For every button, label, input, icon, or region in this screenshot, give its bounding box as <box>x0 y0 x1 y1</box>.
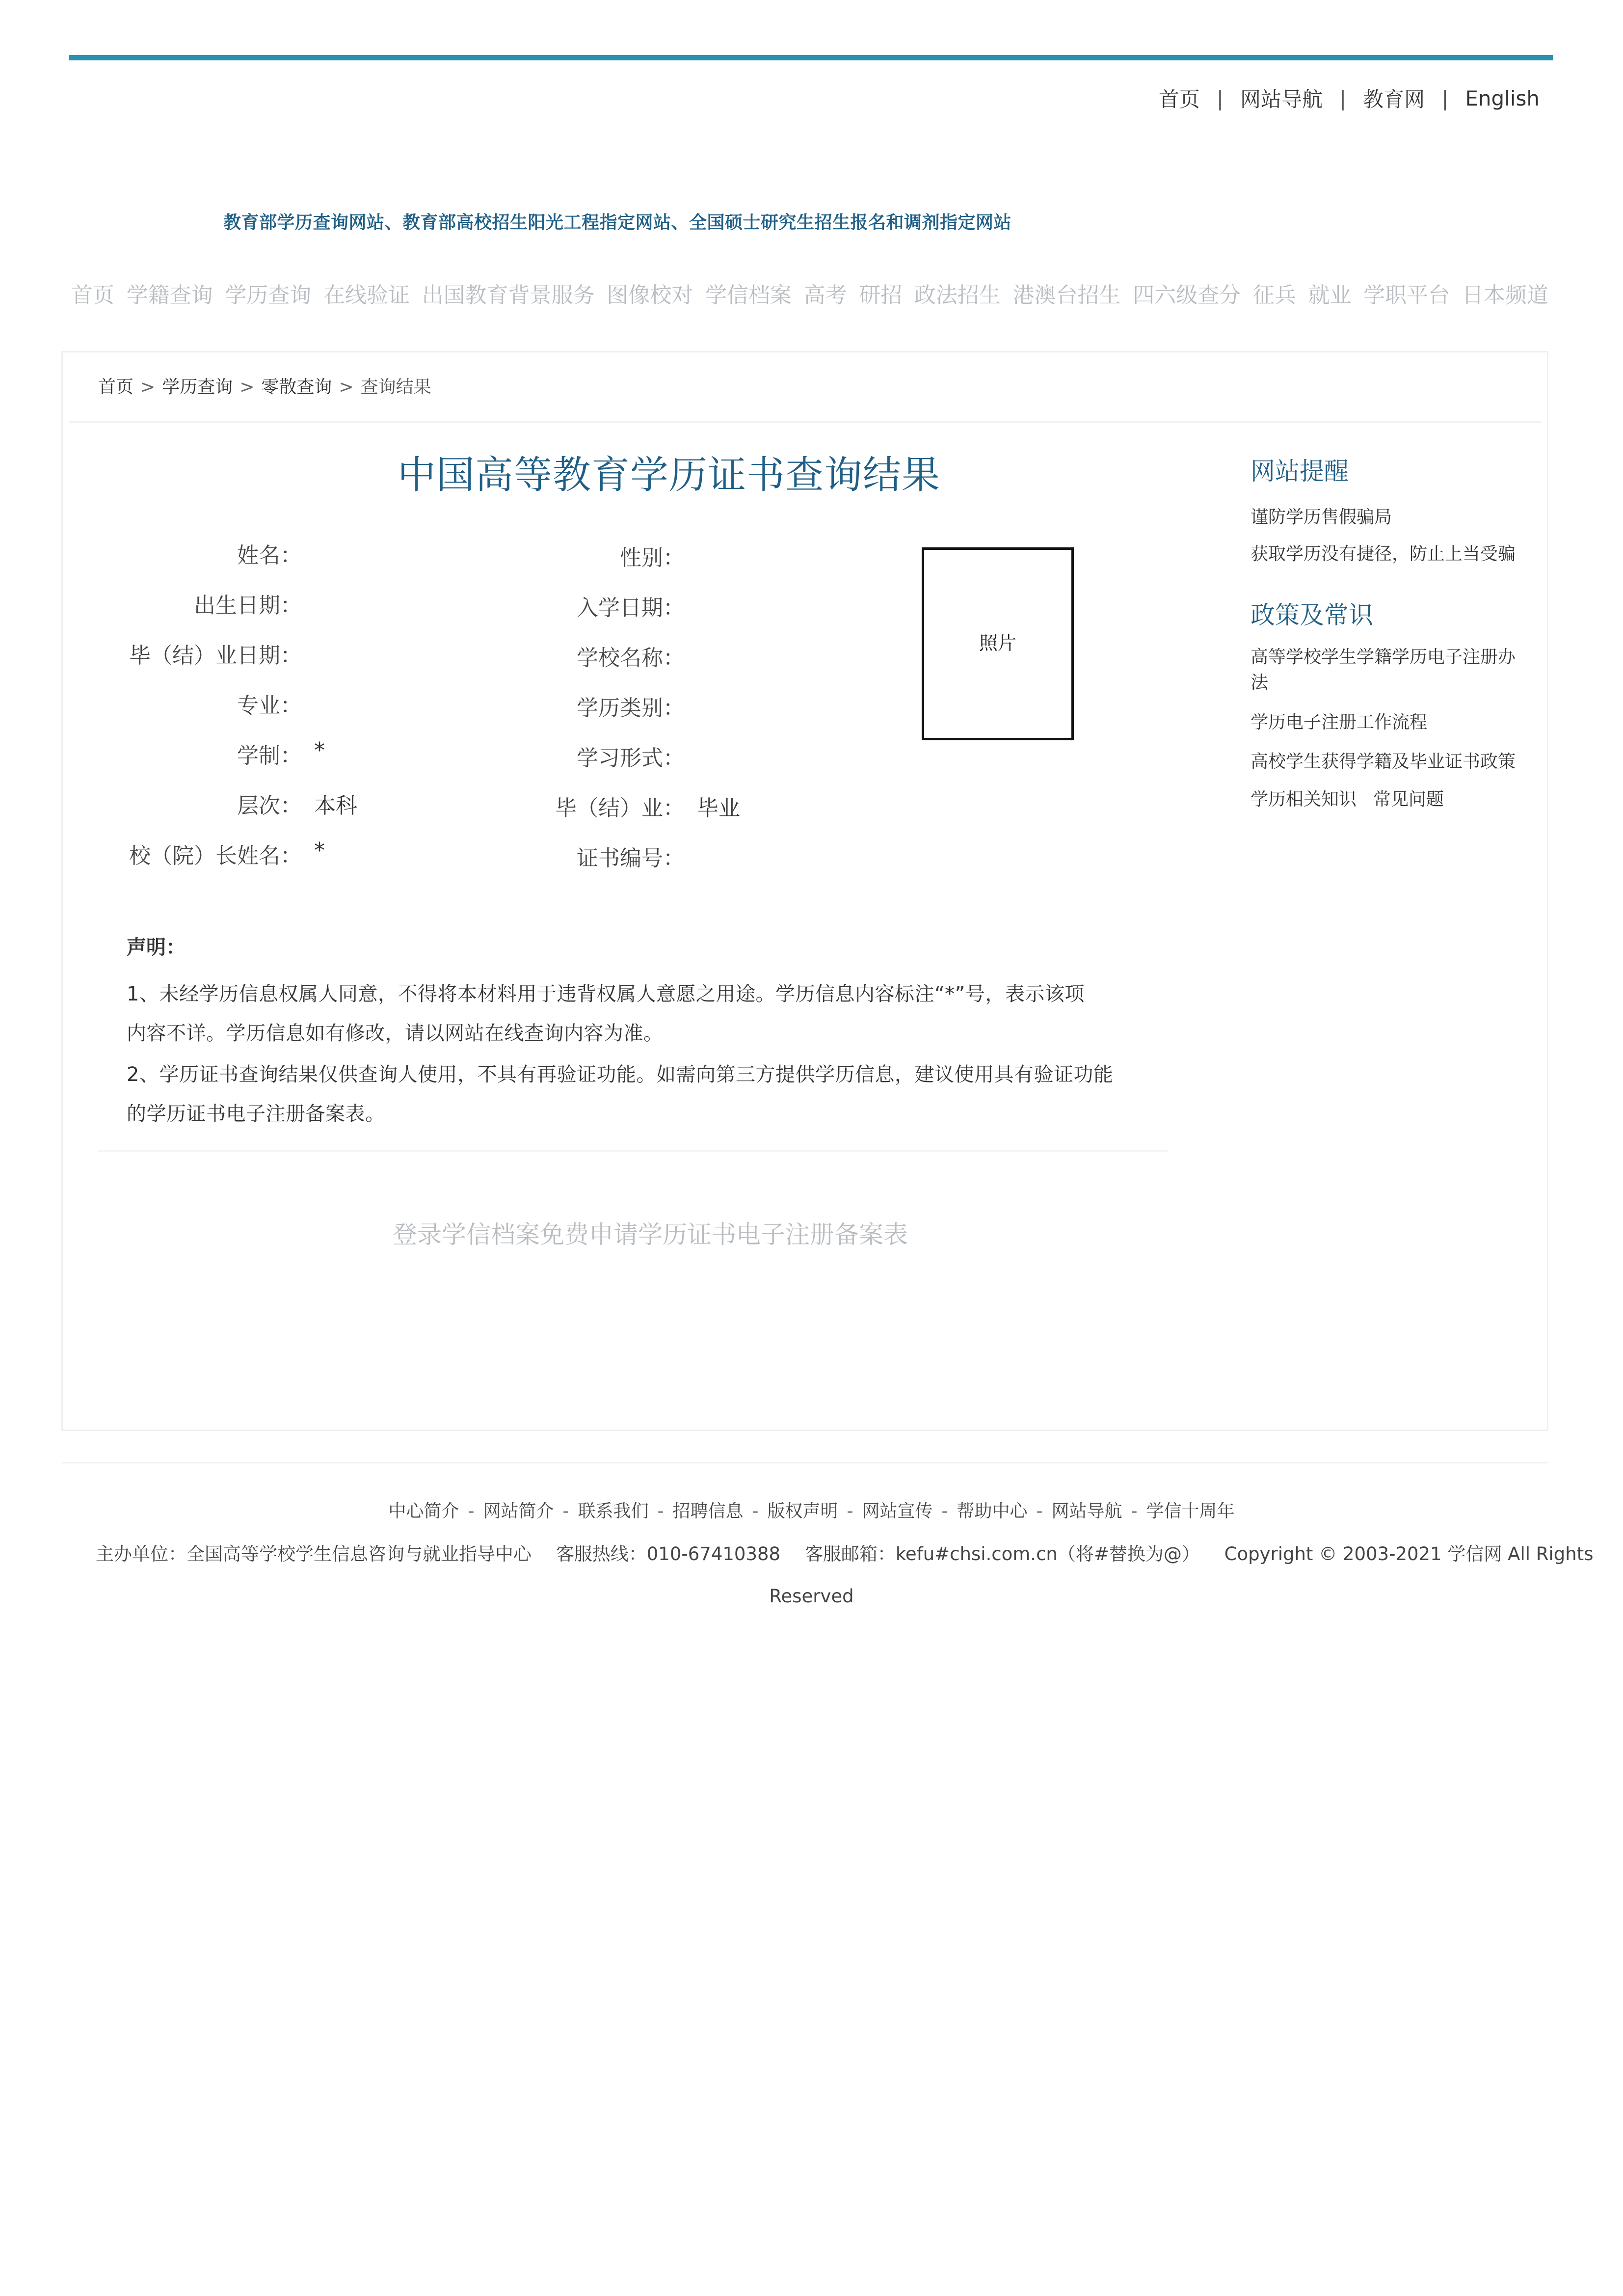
sidebar-link-registration-process[interactable]: 学历电子注册工作流程 <box>1251 712 1428 732</box>
notice-line: 内容不详。学历信息如有修改，请以网站在线查询内容为准。 <box>127 1022 664 1045</box>
footer-link-separator: - <box>1036 1501 1043 1521</box>
apply-registration-form-link[interactable]: 登录学信档案免费申请学历证书电子注册备案表 <box>393 1220 908 1249</box>
site-slogan: 教育部学历查询网站、教育部高校招生阳光工程指定网站、全国硕士研究生招生报名和调剂指定网站 <box>223 213 1012 233</box>
footer-link-site-nav[interactable]: 网站导航 <box>1051 1501 1122 1521</box>
footer-link-separator: - <box>1131 1501 1138 1521</box>
nav-item-enrollment-query[interactable]: 学籍查询 <box>126 283 213 308</box>
footer-sponsor: 主办单位：全国高等学校学生信息咨询与就业指导中心 <box>96 1543 532 1565</box>
photo-placeholder <box>922 547 1074 740</box>
value-level: 本科 <box>314 793 357 818</box>
breadcrumb-separator: > <box>140 377 156 397</box>
nav-item-hk-macao-taiwan[interactable]: 港澳台招生 <box>1012 283 1121 308</box>
top-link-separator: | <box>1339 86 1347 110</box>
nav-item-graduate-admission[interactable]: 研招 <box>859 283 903 308</box>
footer-link-help[interactable]: 帮助中心 <box>957 1501 1028 1521</box>
header-accent-line <box>69 55 1553 60</box>
footer-reserved: Reserved <box>769 1586 854 1607</box>
top-link-english[interactable]: English <box>1465 86 1540 110</box>
footer-link-separator: - <box>941 1501 948 1521</box>
notice-line: 2、学历证书查询结果仅供查询人使用，不具有再验证功能。如需向第三方提供学历信息，建议使用具有验证功能 <box>127 1063 1114 1086</box>
sidebar-link-certificate-policy[interactable]: 高校学生获得学籍及毕业证书政策 <box>1251 752 1516 772</box>
label-edu-type: 学历类别： <box>577 696 685 721</box>
sidebar-link-degree-knowledge[interactable]: 学历相关知识 <box>1251 789 1357 810</box>
value-graduation: 毕业 <box>697 796 740 821</box>
label-graduation-date: 毕（结）业日期： <box>129 643 302 668</box>
footer-link-promotion[interactable]: 网站宣传 <box>862 1501 933 1521</box>
breadcrumb-home[interactable]: 首页 <box>98 377 134 397</box>
footer-copyright: Copyright © 2003-2021 学信网 All Rights <box>1224 1543 1594 1565</box>
nav-item-career-platform[interactable]: 学职平台 <box>1363 283 1450 308</box>
value-duration: * <box>314 738 325 763</box>
notice-line: 的学历证书电子注册备案表。 <box>127 1103 385 1125</box>
main-nav <box>71 277 1548 309</box>
label-birth-date: 出生日期： <box>194 593 302 618</box>
footer-divider <box>61 1462 1548 1463</box>
sidebar-policy-title: 政策及常识 <box>1251 601 1373 629</box>
page-title: 中国高等教育学历证书查询结果 <box>398 453 941 497</box>
top-link-separator: | <box>1216 86 1224 110</box>
nav-item-image-check[interactable]: 图像校对 <box>607 283 693 308</box>
nav-item-online-verify[interactable]: 在线验证 <box>323 283 410 308</box>
nav-item-home[interactable]: 首页 <box>71 283 114 308</box>
top-link-home[interactable]: 首页 <box>1158 87 1200 111</box>
label-major: 专业： <box>237 693 302 718</box>
footer-link-center-intro[interactable]: 中心简介 <box>388 1501 459 1521</box>
label-principal: 校（院）长姓名： <box>129 843 302 868</box>
nav-item-japan[interactable]: 日本频道 <box>1462 283 1548 308</box>
footer-link-separator: - <box>847 1501 853 1521</box>
footer-email: 客服邮箱：kefu#chsi.com.cn（将#替换为@） <box>804 1543 1200 1565</box>
top-link-separator: | <box>1441 86 1449 110</box>
nav-item-overseas-service[interactable]: 出国教育背景服务 <box>422 283 595 308</box>
nav-item-gaokao[interactable]: 高考 <box>803 283 847 308</box>
breadcrumb-divider <box>69 421 1541 423</box>
breadcrumb-separator: > <box>239 377 255 397</box>
photo-label: 照片 <box>979 632 1016 654</box>
label-school: 学校名称： <box>577 646 685 671</box>
nav-item-employment[interactable]: 就业 <box>1308 283 1352 308</box>
notice-title: 声明： <box>127 936 186 959</box>
sidebar-link-fake-degree[interactable]: 谨防学历售假骗局 <box>1251 507 1392 527</box>
label-graduation: 毕（结）业： <box>555 796 685 821</box>
breadcrumb-single-query[interactable]: 零散查询 <box>261 377 332 397</box>
nav-item-archive[interactable]: 学信档案 <box>705 283 792 308</box>
footer-link-site-intro[interactable]: 网站简介 <box>483 1501 554 1521</box>
label-duration: 学制： <box>237 743 302 768</box>
footer-link-copyright[interactable]: 版权声明 <box>767 1501 838 1521</box>
notice-line: 1、未经学历信息权属人同意，不得将本材料用于违背权属人意愿之用途。学历信息内容标注“*”号，表示该项 <box>127 983 1085 1005</box>
breadcrumb-degree-query[interactable]: 学历查询 <box>162 377 233 397</box>
breadcrumb-separator: > <box>339 377 354 397</box>
breadcrumb <box>98 373 431 398</box>
nav-item-degree-query[interactable]: 学历查询 <box>225 283 312 308</box>
label-cert-no: 证书编号： <box>577 846 685 871</box>
notice-divider <box>98 1150 1168 1152</box>
nav-item-military[interactable]: 征兵 <box>1252 283 1296 308</box>
footer-link-separator: - <box>752 1501 759 1521</box>
label-gender: 性别： <box>620 545 685 570</box>
nav-item-law-admission[interactable]: 政法招生 <box>914 283 1001 308</box>
sidebar-reminder-title: 网站提醒 <box>1251 457 1349 486</box>
label-study-form: 学习形式： <box>577 746 685 771</box>
footer-link-jobs[interactable]: 招聘信息 <box>672 1501 744 1521</box>
sidebar-link-faq[interactable]: 常见问题 <box>1373 789 1444 810</box>
sidebar-link-registration-rules[interactable]: 高等学校学生学籍学历电子注册办 <box>1251 647 1516 667</box>
top-link-site-nav[interactable]: 网站导航 <box>1240 87 1323 111</box>
label-level: 层次： <box>237 793 302 818</box>
label-enroll-date: 入学日期： <box>577 595 685 621</box>
footer-link-separator: - <box>657 1501 664 1521</box>
footer-link-separator: - <box>468 1501 475 1521</box>
top-links <box>1159 83 1540 113</box>
footer-links <box>0 1497 1623 1522</box>
footer-link-tenth-anniversary[interactable]: 学信十周年 <box>1146 1501 1235 1521</box>
value-principal: * <box>314 838 325 863</box>
sidebar-link-no-shortcut[interactable]: 获取学历没有捷径，防止上当受骗 <box>1251 544 1516 564</box>
sidebar-link-registration-rules-cont[interactable]: 法 <box>1251 673 1269 693</box>
footer-link-separator: - <box>562 1501 569 1521</box>
nav-item-cet-score[interactable]: 四六级查分 <box>1133 283 1241 308</box>
label-name: 姓名： <box>237 543 302 568</box>
breadcrumb-current: 查询结果 <box>360 377 431 397</box>
footer-hotline: 客服热线：010-67410388 <box>556 1543 781 1565</box>
top-link-edu-net[interactable]: 教育网 <box>1363 87 1425 111</box>
footer-info <box>96 1539 1594 1566</box>
footer-link-contact[interactable]: 联系我们 <box>578 1501 649 1521</box>
